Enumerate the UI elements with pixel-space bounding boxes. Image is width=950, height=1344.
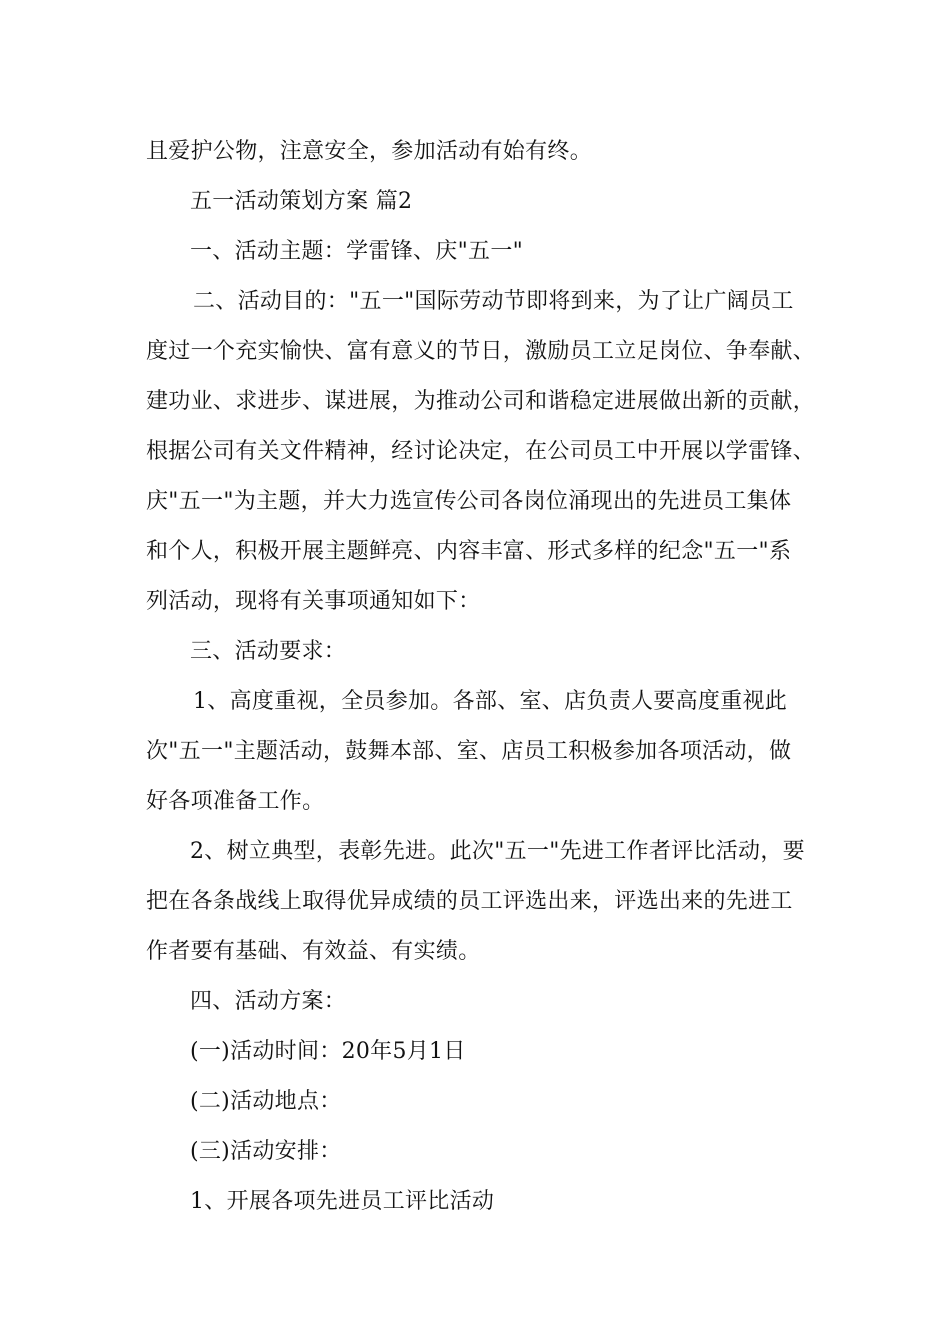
paragraph-line: 度过一个充实愉快、富有意义的节日，激励员工立足岗位、争奉献、	[146, 339, 816, 364]
paragraph-line: 根据公司有关文件精神，经讨论决定，在公司员工中开展以学雷锋、	[146, 439, 816, 464]
paragraph-line: 建功业、求进步、谋进展，为推动公司和谐稳定进展做出新的贡献，	[146, 389, 816, 414]
paragraph-line: 作者要有基础、有效益、有实绩。	[146, 939, 481, 964]
paragraph-line: 把在各条战线上取得优异成绩的员工评选出来，评选出来的先进工	[146, 889, 793, 914]
paragraph-line: 庆"五一"为主题，并大力选宣传公司各岗位涌现出的先进员工集体	[146, 489, 792, 514]
list-item: (三)活动安排：	[190, 1139, 342, 1164]
heading-activity-theme: 一、活动主题：学雷锋、庆"五一"	[190, 239, 524, 264]
paragraph-line: 2、树立典型，表彰先进。此次"五一"先进工作者评比活动，要	[190, 839, 805, 864]
section-title: 五一活动策划方案 篇2	[190, 189, 413, 214]
paragraph-line: 次"五一"主题活动，鼓舞本部、室、店员工积极参加各项活动，做	[146, 739, 792, 764]
heading-activity-requirements: 三、活动要求：	[190, 639, 347, 664]
list-item: (二)活动地点：	[190, 1089, 342, 1114]
heading-activity-plan: 四、活动方案：	[190, 989, 347, 1014]
paragraph-line: 好各项准备工作。	[146, 789, 325, 814]
paragraph-line: 二、活动目的："五一"国际劳动节即将到来，为了让广阔员工	[193, 289, 794, 314]
paragraph-line: 列活动，现将有关事项通知如下：	[146, 589, 481, 614]
paragraph-line: 1、高度重视，全员参加。各部、室、店负责人要高度重视此	[193, 689, 788, 714]
paragraph-line: 且爱护公物，注意安全，参加活动有始有终。	[146, 139, 593, 164]
list-item: (一)活动时间：20年5月1日	[190, 1039, 466, 1064]
list-item: 1、开展各项先进员工评比活动	[190, 1189, 495, 1214]
paragraph-line: 和个人，积极开展主题鲜亮、内容丰富、形式多样的纪念"五一"系	[146, 539, 792, 564]
